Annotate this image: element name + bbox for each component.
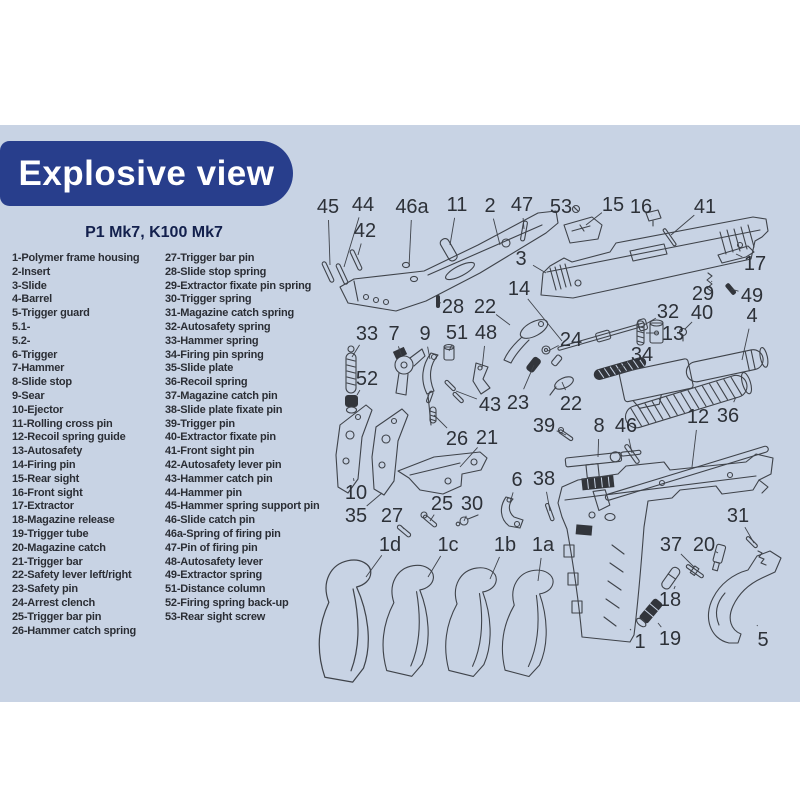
- callout-number: 23: [506, 392, 530, 414]
- recoil-spring-guide-drawing: [593, 439, 771, 511]
- part-list-item: 5.1-: [12, 320, 31, 333]
- part-list-item: 30-Trigger spring: [165, 293, 252, 306]
- part-list-item: 10-Ejector: [12, 403, 64, 416]
- callout-leader: [711, 281, 712, 282]
- callout-number: 2: [484, 195, 496, 217]
- callout-number: 49: [740, 285, 764, 307]
- title-banner: [0, 141, 293, 206]
- part-list-item: 27-Trigger bar pin: [165, 252, 255, 264]
- callout-number: 37: [659, 534, 683, 556]
- part-list-item: 33-Hammer spring: [165, 334, 259, 347]
- callout-number: 52: [355, 368, 379, 390]
- callout-leader: [533, 265, 546, 273]
- callout-leader: [450, 218, 455, 245]
- callout-number: 11: [446, 194, 468, 216]
- callout-number: 7: [388, 323, 400, 345]
- grip-shells-drawing: [317, 558, 555, 682]
- callout-number: 5: [757, 629, 769, 651]
- callout-number: 24: [559, 329, 583, 351]
- part-list-item: 29-Extractor fixate pin spring: [165, 279, 312, 292]
- callout-number: 32: [656, 301, 680, 323]
- callout-number: 31: [726, 505, 750, 527]
- trigger-drawing: [501, 497, 523, 528]
- part-list-item: 52-Firing spring back-up: [165, 596, 289, 609]
- slide-stop-drawing: [565, 449, 644, 492]
- diagram-sheet: [0, 125, 800, 702]
- part-list-item: 14-Firing pin: [12, 458, 76, 471]
- support-pins-drawing: [322, 249, 363, 285]
- callout-leader: [493, 219, 500, 245]
- callout-leader: [671, 215, 694, 235]
- part-list-item: 37-Magazine catch pin: [165, 389, 278, 402]
- rear-sight-drawing: [564, 217, 602, 243]
- callout-number: 34: [630, 344, 654, 366]
- callout-leader: [357, 390, 360, 395]
- part-list-item: 12-Recoil spring guide: [12, 431, 126, 444]
- part-list-item: 46a-Spring of firing pin: [165, 527, 281, 540]
- callout-leader: [745, 527, 754, 543]
- part-list-item: 45-Hammer spring support pin: [165, 500, 320, 513]
- callout-leader: [460, 447, 478, 467]
- part-list-item: 34-Firing pin spring: [165, 348, 264, 361]
- part-list-item: 36-Recoil spring: [165, 376, 248, 389]
- parts-list-left: [12, 252, 139, 638]
- firing-spring-backup-drawing: [345, 395, 358, 413]
- callout-leader: [428, 556, 441, 577]
- front-sight-pin-drawing: [663, 228, 677, 246]
- part-list-item: 13-Autosafety: [12, 445, 83, 458]
- callout-number: 15: [601, 194, 625, 216]
- exploded-diagram: [310, 125, 800, 702]
- callout-labels: [317, 194, 769, 653]
- part-list-item: 19-Trigger tube: [12, 527, 89, 540]
- callout-leader: [757, 625, 758, 626]
- part-list-item: 47-Pin of firing pin: [165, 541, 258, 554]
- callout-leader: [354, 478, 355, 481]
- part-list-item: 25-Trigger bar pin: [12, 610, 102, 623]
- part-list-item: 11-Rolling cross pin: [12, 417, 113, 430]
- page-title: Explosive view: [18, 153, 275, 193]
- callout-number: 35: [344, 505, 368, 527]
- slide-stop-spring-drawing: [436, 295, 440, 308]
- parts-list-right: [165, 252, 320, 625]
- callout-number: 46a: [395, 196, 429, 218]
- callout-leader: [490, 557, 500, 579]
- callout-number: 18: [658, 589, 682, 611]
- part-list-item: 48-Autosafety lever: [165, 555, 263, 568]
- part-list-item: 23-Safety pin: [12, 583, 78, 596]
- part-list-item: 49-Extractor spring: [165, 569, 263, 582]
- distance-column-drawing: [444, 345, 454, 361]
- autosafety-lever-drawing: [473, 363, 490, 394]
- callout-number: 4: [746, 305, 758, 327]
- callout-number: 40: [690, 302, 714, 324]
- part-list-item: 2-Insert: [12, 265, 51, 278]
- callout-leader: [658, 623, 661, 627]
- slide-drawing: [541, 217, 768, 298]
- callout-number: 1b: [493, 534, 517, 556]
- callout-number: 1: [634, 631, 646, 653]
- callout-number: 45: [316, 196, 340, 218]
- part-list-item: 43-Hammer catch pin: [165, 472, 273, 485]
- part-list-item: 5.2-: [12, 334, 31, 347]
- part-list-item: 46-Slide catch pin: [165, 514, 255, 527]
- callout-leader: [496, 315, 510, 326]
- callout-number: 28: [441, 296, 465, 318]
- safety-lever-left-drawing: [504, 316, 551, 363]
- part-list-item: 6-Trigger: [12, 348, 58, 361]
- model-subtitle: P1 Mk7, K100 Mk7: [85, 224, 223, 241]
- callout-number: 43: [478, 394, 502, 416]
- part-list-item: 51-Distance column: [165, 583, 266, 596]
- callout-leader: [449, 345, 452, 351]
- callout-leader: [358, 244, 361, 256]
- callout-number: 1a: [531, 534, 555, 556]
- callout-number: 22: [559, 393, 583, 415]
- magazine-catch-spring-drawing: [746, 536, 766, 565]
- safety-lever-right-drawing: [550, 374, 575, 395]
- callout-number: 10: [344, 482, 368, 504]
- callout-number: 41: [693, 196, 717, 218]
- part-list-item: 7-Hammer: [12, 362, 65, 375]
- part-list-item: 28-Slide stop spring: [165, 265, 267, 278]
- callout-number: 51: [445, 322, 469, 344]
- callout-leader: [523, 218, 524, 229]
- part-list-item: 35-Slide plate: [165, 362, 234, 375]
- part-list-item: 1-Polymer frame housing: [12, 252, 140, 264]
- callout-number: 20: [692, 534, 716, 556]
- callout-number: 16: [629, 196, 653, 218]
- callout-number: 19: [658, 628, 682, 650]
- part-list-item: 24-Arrest clench: [12, 596, 96, 609]
- callout-number: 47: [510, 194, 534, 216]
- part-list-item: 38-Slide plate fixate pin: [165, 403, 283, 416]
- callout-number: 12: [686, 406, 710, 428]
- part-list-item: 41-Front sight pin: [165, 445, 255, 458]
- callout-number: 22: [473, 296, 497, 318]
- callout-number: 42: [353, 220, 377, 242]
- callout-number: 13: [661, 323, 685, 345]
- callout-number: 25: [430, 493, 454, 515]
- callout-number: 48: [474, 322, 498, 344]
- hammer-drawing: [393, 347, 425, 395]
- callout-number: 9: [419, 323, 431, 345]
- callout-leader: [367, 493, 382, 506]
- part-list-item: 39-Trigger pin: [165, 417, 235, 430]
- callout-number: 33: [355, 323, 379, 345]
- part-list-item: 16-Front sight: [12, 486, 83, 499]
- part-list-item: 3-Slide: [12, 279, 47, 292]
- callout-number: 46: [614, 415, 638, 437]
- callout-number: 44: [351, 194, 375, 216]
- part-list-item: 31-Magazine catch spring: [165, 307, 295, 320]
- callout-number: 26: [445, 428, 469, 450]
- callout-number: 14: [507, 278, 531, 300]
- callout-number: 3: [515, 248, 527, 270]
- part-list-item: 53-Rear sight screw: [165, 610, 266, 623]
- callout-number: 6: [511, 469, 523, 491]
- callout-leader: [456, 391, 477, 399]
- callout-number: 27: [380, 505, 404, 527]
- callout-leader: [598, 439, 599, 457]
- callout-number: 39: [532, 415, 556, 437]
- part-list-item: 5-Trigger guard: [12, 307, 90, 320]
- part-list-item: 42-Autosafety lever pin: [165, 458, 282, 471]
- part-list-item: 4-Barrel: [12, 293, 52, 306]
- part-list-item: 26-Hammer catch spring: [12, 624, 136, 637]
- part-list-item: 17-Extractor: [12, 500, 74, 513]
- trigger-spring-drawing: [456, 515, 478, 526]
- safety-pin-drawing: [525, 356, 542, 374]
- callout-number: 8: [593, 415, 605, 437]
- callout-leader: [736, 254, 742, 257]
- part-list-item: 18-Magazine release: [12, 514, 115, 527]
- callout-number: 36: [716, 405, 740, 427]
- callout-leader: [409, 220, 411, 267]
- part-list-item: 21-Trigger bar: [12, 555, 83, 568]
- callout-number: 1d: [378, 534, 402, 556]
- magazine-release-drawing: [660, 566, 681, 591]
- callout-number: 30: [460, 493, 484, 515]
- part-list-item: 15-Rear sight: [12, 472, 80, 485]
- callout-leader: [692, 430, 696, 467]
- part-list-item: 22-Safety lever left/right: [12, 569, 132, 582]
- part-list-item: 44-Hammer pin: [165, 486, 242, 499]
- extractor-spring-drawing: [725, 282, 737, 295]
- trigger-pin-drawing: [558, 428, 573, 442]
- callout-number: 29: [691, 283, 715, 305]
- callout-leader: [538, 558, 541, 581]
- part-list-item: 32-Autosafety spring: [165, 320, 271, 333]
- part-list-item: 20-Magazine catch: [12, 541, 106, 554]
- callout-leader: [528, 299, 562, 341]
- callout-number: 38: [532, 468, 556, 490]
- callout-leader: [329, 220, 331, 265]
- part-list-item: 8-Slide stop: [12, 376, 72, 389]
- part-list-item: 40-Extractor fixate pin: [165, 431, 276, 444]
- slide-plate-fixate-pin-drawing: [545, 503, 554, 521]
- callout-number: 21: [475, 427, 499, 449]
- trigger-bar-drawing: [398, 452, 487, 494]
- callout-number: 1c: [437, 534, 459, 556]
- part-list-item: 9-Sear: [12, 389, 45, 402]
- magazine-catch-pin-drawing: [686, 564, 704, 578]
- callout-number: 53: [549, 196, 573, 218]
- callout-number: 17: [743, 253, 767, 275]
- hammer-catch-pins-drawing: [444, 380, 464, 404]
- callout-leader: [716, 552, 718, 553]
- callout-leader: [630, 629, 631, 630]
